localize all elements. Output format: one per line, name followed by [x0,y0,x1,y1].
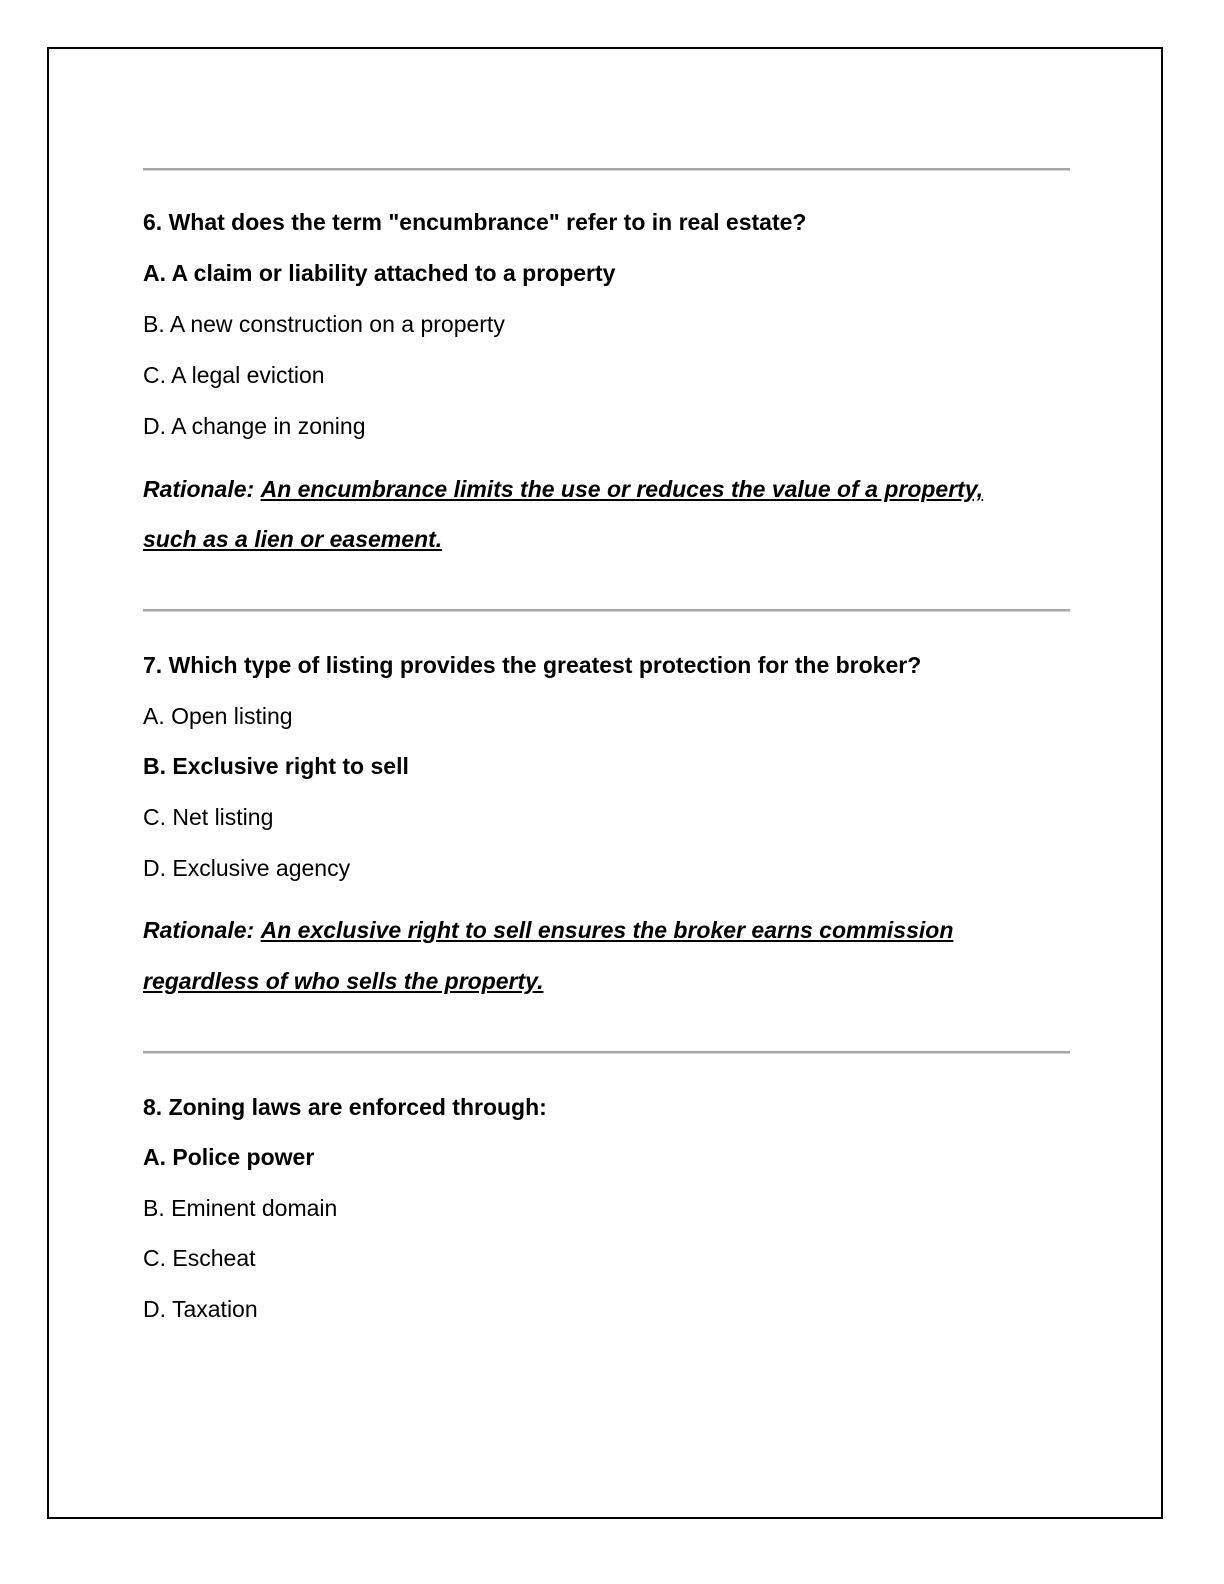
q8-option-b: B. Eminent domain [143,1195,338,1221]
q6-option-c: C. A legal eviction [143,362,325,388]
divider [143,609,1070,612]
question-7-text: 7. Which type of listing provides the greatest protection for the broker? [143,652,922,678]
q6-option-a: A. A claim or liability attached to a property [143,260,616,286]
divider [143,168,1070,171]
divider [143,1051,1070,1054]
rationale-text-line-2: such as a lien or easement. [143,526,443,552]
rationale-label: Rationale: [143,917,255,943]
q7-option-b: B. Exclusive right to sell [143,753,409,779]
q7-rationale [143,915,953,945]
q8-option-c: C. Escheat [143,1245,256,1271]
q6-option-d: D. A change in zoning [143,413,366,439]
q6-rationale-cont [143,524,442,554]
q8-option-d: D. Taxation [143,1296,258,1322]
q7-option-d: D. Exclusive agency [143,855,351,881]
q7-rationale-cont [143,966,543,996]
question-6-text: 6. What does the term "encumbrance" refer to in real estate? [143,209,807,235]
q6-rationale [143,474,983,504]
question-8-text: 8. Zoning laws are enforced through: [143,1094,547,1120]
q7-option-c: C. Net listing [143,804,274,830]
q8-option-a: A. Police power [143,1144,315,1170]
q7-option-a: A. Open listing [143,703,293,729]
rationale-label: Rationale: [143,476,255,502]
rationale-text-line-2: regardless of who sells the property. [143,968,544,994]
q6-option-b: B. A new construction on a property [143,311,505,337]
rationale-text-line-1: An encumbrance limits the use or reduces the value of a property, [260,476,984,502]
rationale-text-line-1: An exclusive right to sell ensures the broker earns commission [260,917,954,943]
